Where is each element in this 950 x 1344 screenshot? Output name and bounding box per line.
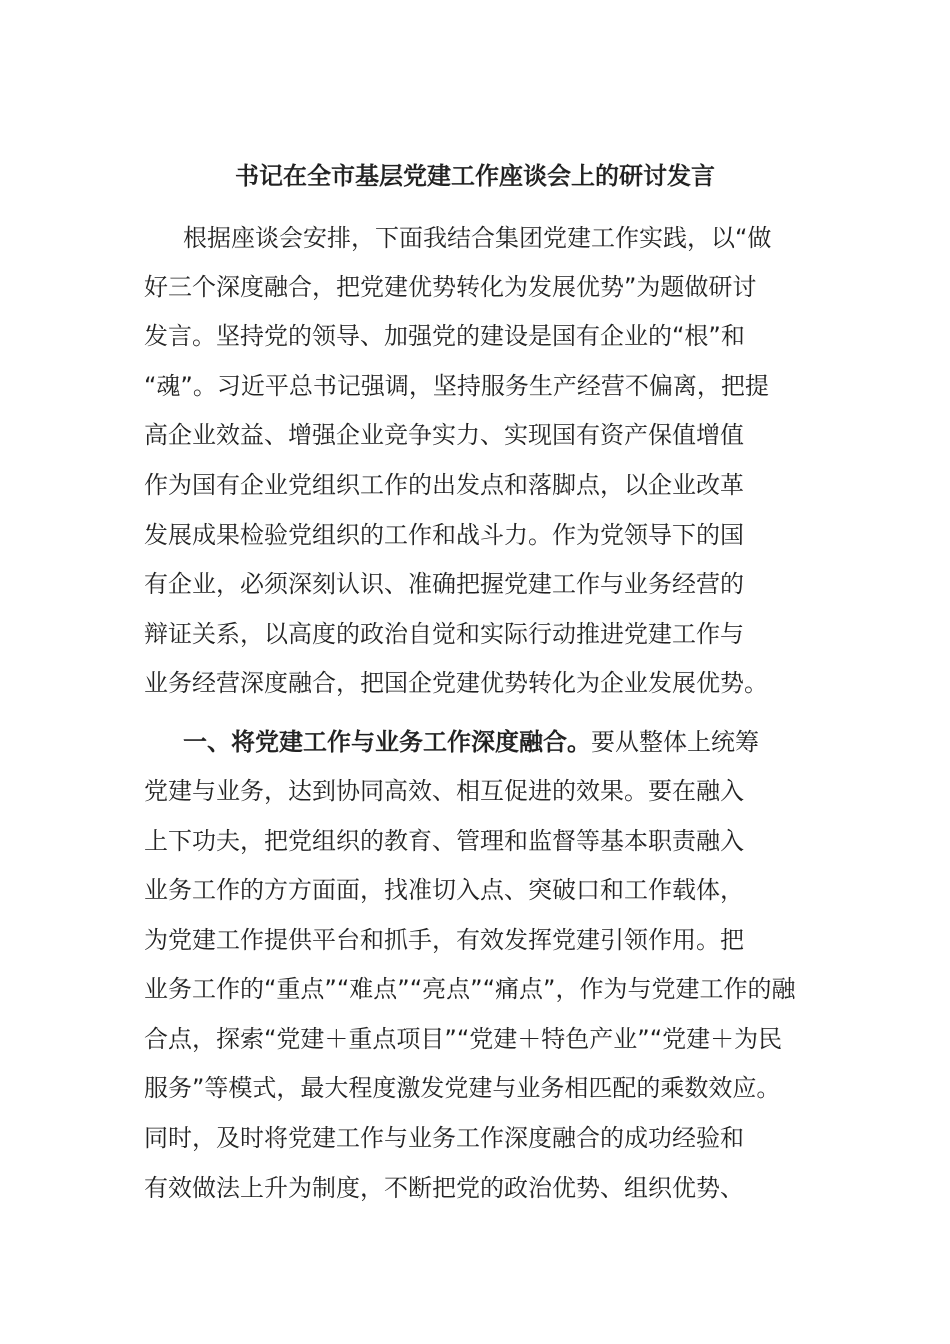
paragraph-line: 为党建工作提供平台和抓手，有效发挥党建引领作用。把 <box>144 926 744 954</box>
paragraph-line: 业务经营深度融合，把国企党建优势转化为企业发展优势。 <box>144 669 768 697</box>
paragraph-line: 业务工作的方方面面，找准切入点、突破口和工作载体， <box>144 876 744 904</box>
paragraph-line: “魂”。习近平总书记强调，坚持服务生产经营不偏离，把提 <box>144 372 769 400</box>
paragraph-line: 辩证关系，以高度的政治自觉和实际行动推进党建工作与 <box>144 620 744 648</box>
paragraph-line: 合点，探索“党建＋重点项目”“党建＋特色产业”“党建＋为民 <box>144 1025 783 1053</box>
paragraph-line: 上下功夫，把党组织的教育、管理和监督等基本职责融入 <box>144 827 744 855</box>
paragraph-line: 有效做法上升为制度，不断把党的政治优势、组织优势、 <box>144 1174 744 1202</box>
section-1-first-line-text: 要从整体上统筹 <box>591 728 759 756</box>
paragraph-line: 根据座谈会安排，下面我结合集团党建工作实践，以“做 <box>183 224 772 252</box>
paragraph-line: 发言。坚持党的领导、加强党的建设是国有企业的“根”和 <box>144 322 745 350</box>
paragraph-line: 服务”等模式，最大程度激发党建与业务相匹配的乘数效应。 <box>144 1074 781 1102</box>
section-1-first-line <box>183 722 823 762</box>
paragraph-line: 发展成果检验党组织的工作和战斗力。作为党领导下的国 <box>144 521 744 549</box>
paragraph-line: 作为国有企业党组织工作的出发点和落脚点，以企业改革 <box>144 471 744 499</box>
paragraph-line: 党建与业务，达到协同高效、相互促进的效果。要在融入 <box>144 777 744 805</box>
paragraph-line: 高企业效益、增强企业竞争实力、实现国有资产保值增值 <box>144 421 744 449</box>
paragraph-line: 业务工作的“重点”“难点”“亮点”“痛点”，作为与党建工作的融 <box>144 975 796 1003</box>
paragraph-line: 有企业，必须深刻认识、准确把握党建工作与业务经营的 <box>144 570 744 598</box>
document-title: 书记在全市基层党建工作座谈会上的研讨发言 <box>235 162 715 190</box>
paragraph-line: 同时，及时将党建工作与业务工作深度融合的成功经验和 <box>144 1124 744 1152</box>
paragraph-line: 好三个深度融合，把党建优势转化为发展优势”为题做研讨 <box>144 273 757 301</box>
section-1-heading: 一、将党建工作与业务工作深度融合。 <box>183 728 591 756</box>
